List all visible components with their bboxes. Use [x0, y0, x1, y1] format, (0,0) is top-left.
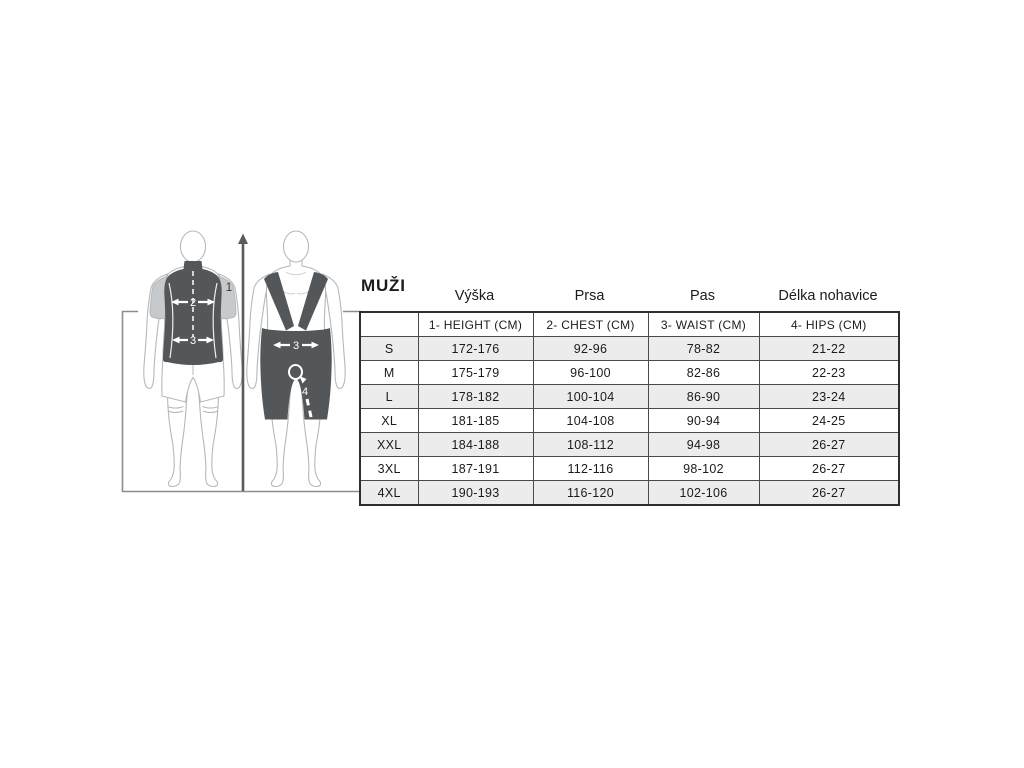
hips-cell: 26-27	[759, 433, 899, 457]
shorts-waist-label: 3	[292, 340, 300, 352]
size-cell: XXL	[360, 433, 418, 457]
chest-cell: 92-96	[533, 337, 648, 361]
size-cell: L	[360, 385, 418, 409]
height-measure-label: 1	[225, 282, 233, 294]
hips-cell: 26-27	[759, 481, 899, 506]
height-cell: 172-176	[418, 337, 533, 361]
waist-cell: 78-82	[648, 337, 759, 361]
table-row-l	[360, 385, 899, 409]
table-title: MUŽI	[361, 276, 406, 295]
height-cell: 184-188	[418, 433, 533, 457]
hips-cell: 26-27	[759, 457, 899, 481]
hips-cell: 24-25	[759, 409, 899, 433]
measurement-figures-illustration	[105, 225, 365, 501]
table-row-xl	[360, 409, 899, 433]
table-row-m	[360, 361, 899, 385]
waist-measure-label: 3	[189, 335, 197, 347]
subheader-waist-cell: 3- WAIST (CM)	[648, 312, 759, 337]
size-cell: 3XL	[360, 457, 418, 481]
waist-cell: 82-86	[648, 361, 759, 385]
waist-cell: 98-102	[648, 457, 759, 481]
hips-cell: 22-23	[759, 361, 899, 385]
size-cell: 4XL	[360, 481, 418, 506]
waist-cell: 86-90	[648, 385, 759, 409]
chest-cell: 108-112	[533, 433, 648, 457]
hips-cell: 21-22	[759, 337, 899, 361]
table-row-4xl	[360, 481, 899, 506]
chest-cell: 104-108	[533, 409, 648, 433]
chest-cell: 116-120	[533, 481, 648, 506]
waist-cell: 102-106	[648, 481, 759, 506]
bib-shorts-figure	[247, 231, 345, 487]
height-cell: 175-179	[418, 361, 533, 385]
waist-cell: 90-94	[648, 409, 759, 433]
jersey-figure	[144, 231, 242, 487]
height-cell: 190-193	[418, 481, 533, 506]
subheader-empty-cell	[360, 312, 418, 337]
table-row-3xl	[360, 457, 899, 481]
table-row-s	[360, 337, 899, 361]
column-header-pas: Pas	[690, 288, 715, 304]
size-cell: M	[360, 361, 418, 385]
chest-cell: 96-100	[533, 361, 648, 385]
table-row-xxl	[360, 433, 899, 457]
chest-cell: 112-116	[533, 457, 648, 481]
chest-measure-label: 2	[189, 297, 197, 309]
cycling-jersey	[163, 261, 223, 365]
height-cell: 181-185	[418, 409, 533, 433]
size-table	[359, 311, 900, 506]
table-subheader-row	[360, 312, 899, 337]
subheader-chest-cell: 2- CHEST (CM)	[533, 312, 648, 337]
inseam-measure-label: 4	[301, 386, 309, 398]
height-cell: 187-191	[418, 457, 533, 481]
column-header-vyska: Výška	[454, 288, 495, 304]
column-header-prsa: Prsa	[574, 288, 605, 304]
height-cell: 178-182	[418, 385, 533, 409]
size-cell: S	[360, 337, 418, 361]
chest-cell: 100-104	[533, 385, 648, 409]
subheader-height-cell: 1- HEIGHT (CM)	[418, 312, 533, 337]
hips-cell: 23-24	[759, 385, 899, 409]
size-cell: XL	[360, 409, 418, 433]
column-header-delka: Délka nohavice	[778, 288, 878, 304]
subheader-hips-cell: 4- HIPS (CM)	[759, 312, 899, 337]
waist-cell: 94-98	[648, 433, 759, 457]
